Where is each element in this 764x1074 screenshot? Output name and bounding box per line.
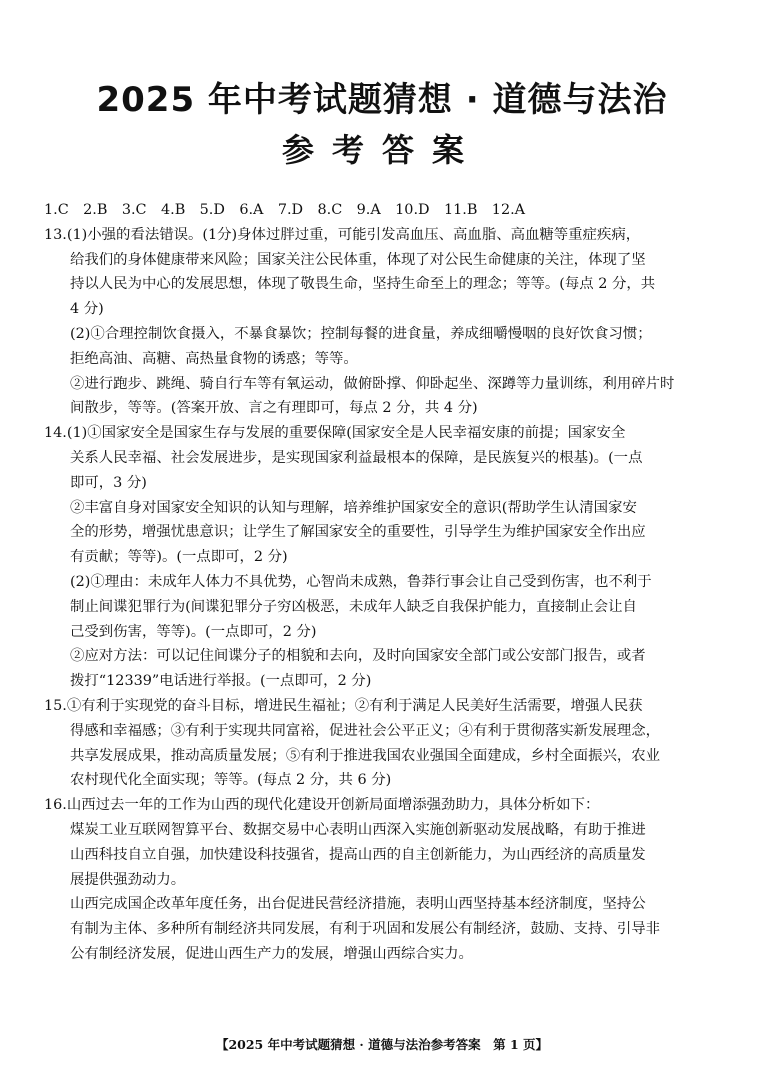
answer-line: (2)①合理控制饮食摄入，不暴食暴饮；控制每餐的进食量，养成细嚼慢咽的良好饮食习惯； bbox=[70, 325, 652, 342]
answer-line: 即可，3 分) bbox=[70, 474, 147, 491]
answer-line: ②应对方法：可以记住间谍分子的相貌和去向，及时向国家安全部门或公安部门报告，或者 bbox=[70, 648, 646, 665]
answer-line: 山西完成国企改革年度任务，出台促进民营经济措施，表明山西坚持基本经济制度，坚持公 bbox=[70, 896, 646, 913]
answer-line: 共享发展成果，推动高质量发展；⑤有利于推进我国农业强国全面建成，乡村全面振兴，农业 bbox=[70, 747, 661, 764]
answer-line: 山西科技自立自强，加快建设科技强省，提高山西的自主创新能力，为山西经济的高质量发 bbox=[70, 846, 646, 863]
answer-line: 有制为主体、多种所有制经济共同发展，有利于巩固和发展公有制经济，鼓励、支持、引导非 bbox=[70, 921, 661, 938]
answer-line: 公有制经济发展，促进山西生产力的发展，增强山西综合实力。 bbox=[70, 945, 473, 962]
answer-body bbox=[44, 198, 704, 967]
answer-line: 16.山西过去一年的工作为山西的现代化建设开创新局面增添强劲助力，具体分析如下： bbox=[44, 797, 600, 814]
answer-line: 全的形势，增强忧患意识；让学生了解国家安全的重要性，引导学生为维护国家安全作出应 bbox=[70, 524, 646, 541]
answer-line: 4 分) bbox=[70, 301, 104, 318]
answer-line: 间散步，等等。(答案开放、言之有理即可，每点 2 分，共 4 分) bbox=[70, 400, 478, 417]
answer-line: 持以人民为中心的发展思想，体现了敬畏生命，坚持生命至上的理念；等等。(每点 2 分，共 bbox=[70, 276, 656, 293]
answer-line: 15.①有利于实现党的奋斗目标，增进民生福祉；②有利于满足人民美好生活需要，增强人民获 bbox=[44, 697, 643, 714]
answer-line: 农村现代化全面实现；等等。(每点 2 分，共 6 分) bbox=[70, 772, 392, 789]
answer-line: 展提供强劲动力。 bbox=[70, 871, 186, 888]
answer-line: 14.(1)①国家安全是国家生存与发展的重要保障(国家安全是人民幸福安康的前提；国家安全 bbox=[44, 425, 626, 442]
answer-line-choices: 1.C 2.B 3.C 4.B 5.D 6.A 7.D 8.C 9.A 10.D 11.B 12.A bbox=[44, 202, 526, 218]
answer-line: 给我们的身体健康带来风险；国家关注公民体重，体现了对公民生命健康的关注，体现了坚 bbox=[70, 251, 646, 268]
page-title: 2025 年中考试题猜想 · 道德与法治 bbox=[96, 80, 668, 120]
page-footer: 【2025 年中考试题猜想 · 道德与法治参考答案 第 1 页】 bbox=[215, 1037, 549, 1052]
page-subtitle: 参考答案 bbox=[281, 131, 482, 169]
answer-line: 有贡献；等等)。(一点即可，2 分) bbox=[70, 549, 288, 566]
answer-line: ②丰富自身对国家安全知识的认知与理解，培养维护国家安全的意识(帮助学生认清国家安 bbox=[70, 499, 637, 516]
answer-line: 制止间谍犯罪行为(间谍犯罪分子穷凶极恶，未成年人缺乏自我保护能力，直接制止会让自 bbox=[70, 598, 637, 615]
answer-line: 拒绝高油、高糖、高热量食物的诱惑；等等。 bbox=[70, 350, 358, 367]
answer-line: 己受到伤害，等等)。(一点即可，2 分) bbox=[70, 623, 317, 640]
answer-line: ②进行跑步、跳绳、骑自行车等有氧运动，做俯卧撑、仰卧起坐、深蹲等力量训练，利用碎片时 bbox=[70, 375, 675, 392]
answer-line: 13.(1)小强的看法错误。(1分)身体过胖过重，可能引发高血压、高血脂、高血糖等重症疾病， bbox=[44, 226, 641, 243]
answer-line: 煤炭工业互联网智算平台、数据交易中心表明山西深入实施创新驱动发展战略，有助于推进 bbox=[70, 821, 646, 838]
answer-line: (2)①理由：未成年人体力不具优势，心智尚未成熟，鲁莽行事会让自己受到伤害，也不利于 bbox=[70, 573, 652, 590]
answer-line: 关系人民幸福、社会发展进步，是实现国家利益最根本的保障，是民族复兴的根基)。(一点 bbox=[70, 449, 643, 466]
answer-line: 得感和幸福感；③有利于实现共同富裕，促进社会公平正义；④有利于贯彻落实新发展理念， bbox=[70, 722, 661, 739]
answer-line: 拨打“12339”电话进行举报。(一点即可，2 分) bbox=[70, 673, 372, 690]
